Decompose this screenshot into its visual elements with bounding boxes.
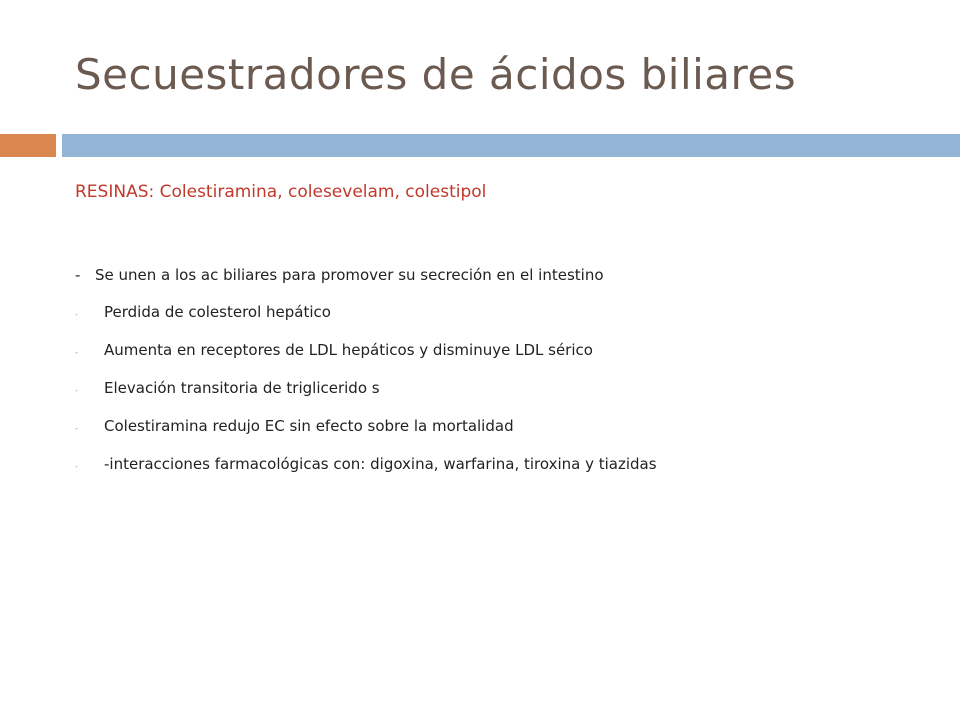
accent-bar-blue — [62, 134, 960, 157]
intro-text: Se unen a los ac biliares para promover su secreción en el intestino — [95, 266, 604, 284]
slide-title: Secuestradores de ácidos biliares — [75, 50, 797, 99]
bullet-list — [75, 302, 657, 492]
bullet-marker: - — [75, 386, 78, 395]
intro-dash: - — [75, 266, 81, 284]
accent-bar-orange — [0, 134, 56, 157]
list-item — [75, 340, 657, 378]
bullet-marker: - — [75, 424, 78, 433]
list-item — [75, 416, 657, 454]
list-item — [75, 302, 657, 340]
bullet-text: Colestiramina redujo EC sin efecto sobre la mortalidad — [104, 417, 514, 435]
bullet-text: -interacciones farmacológicas con: digoxina, warfarina, tiroxina y tiazidas — [104, 455, 657, 473]
bullet-text: Perdida de colesterol hepático — [104, 303, 331, 321]
bullet-marker: - — [75, 462, 78, 471]
bullet-marker: - — [75, 348, 78, 357]
bullet-marker: - — [75, 310, 78, 319]
bullet-text: Aumenta en receptores de LDL hepáticos y disminuye LDL sérico — [104, 341, 593, 359]
bullet-text: Elevación transitoria de triglicerido s — [104, 379, 380, 397]
list-item — [75, 454, 657, 492]
slide-subtitle: RESINAS: Colestiramina, colesevelam, colestipol — [75, 182, 487, 202]
list-item — [75, 378, 657, 416]
intro-line — [75, 266, 604, 284]
